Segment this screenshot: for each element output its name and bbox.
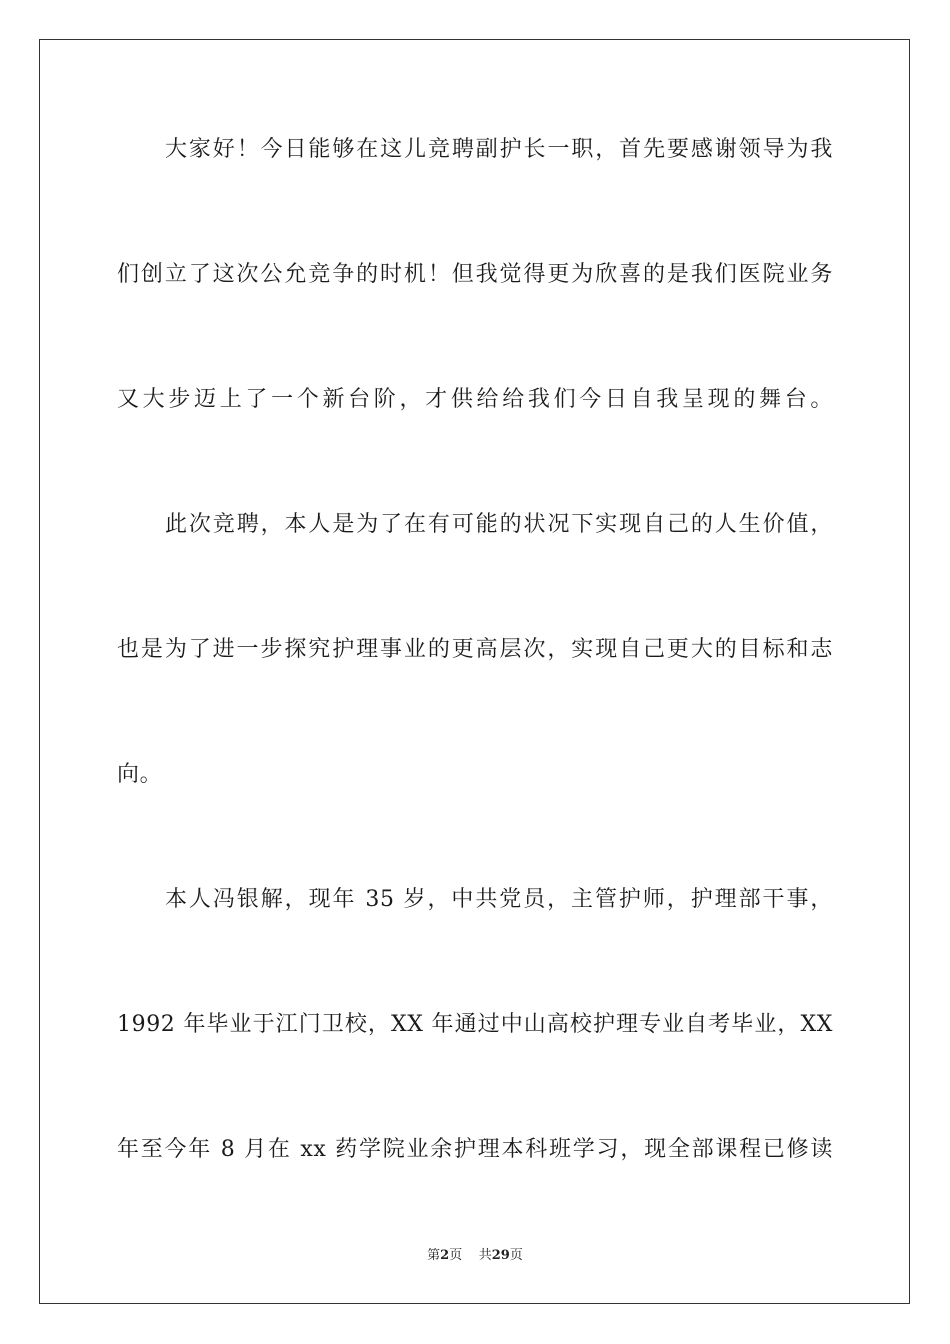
- total-label-suffix: 页: [509, 1248, 523, 1263]
- paragraph-line: 本人冯银解，现年 35 岁，中共党员，主管护师，护理部干事，: [165, 887, 833, 912]
- paragraph-line: 们创立了这次公允竞争的时机！但我觉得更为欣喜的是我们医院业务: [117, 262, 833, 287]
- page-border: [39, 39, 910, 1304]
- page-label-suffix: 页: [449, 1248, 463, 1263]
- paragraph-line: 此次竞聘，本人是为了在有可能的状况下实现自己的人生价值，: [165, 512, 833, 537]
- paragraph-line: 1992 年毕业于江门卫校，XX 年通过中山高校护理专业自考毕业，XX: [117, 1012, 833, 1037]
- paragraph-line: 又大步迈上了一个新台阶，才供给给我们今日自我呈现的舞台。: [117, 387, 833, 412]
- paragraph-line: 也是为了进一步探究护理事业的更高层次，实现自己更大的目标和志: [117, 637, 833, 662]
- page-label-prefix: 第: [427, 1248, 441, 1263]
- page-number: 2: [440, 1248, 450, 1263]
- total-label-prefix: 共: [478, 1248, 492, 1263]
- paragraph-line: 年至今年 8 月在 xx 药学院业余护理本科班学习，现全部课程已修读: [117, 1137, 833, 1162]
- paragraph-line: 大家好！今日能够在这儿竞聘副护长一职，首先要感谢领导为我: [165, 137, 833, 162]
- paragraph-line: 向。: [117, 762, 163, 787]
- total-pages: 29: [491, 1248, 510, 1263]
- page-footer: [0, 1247, 950, 1265]
